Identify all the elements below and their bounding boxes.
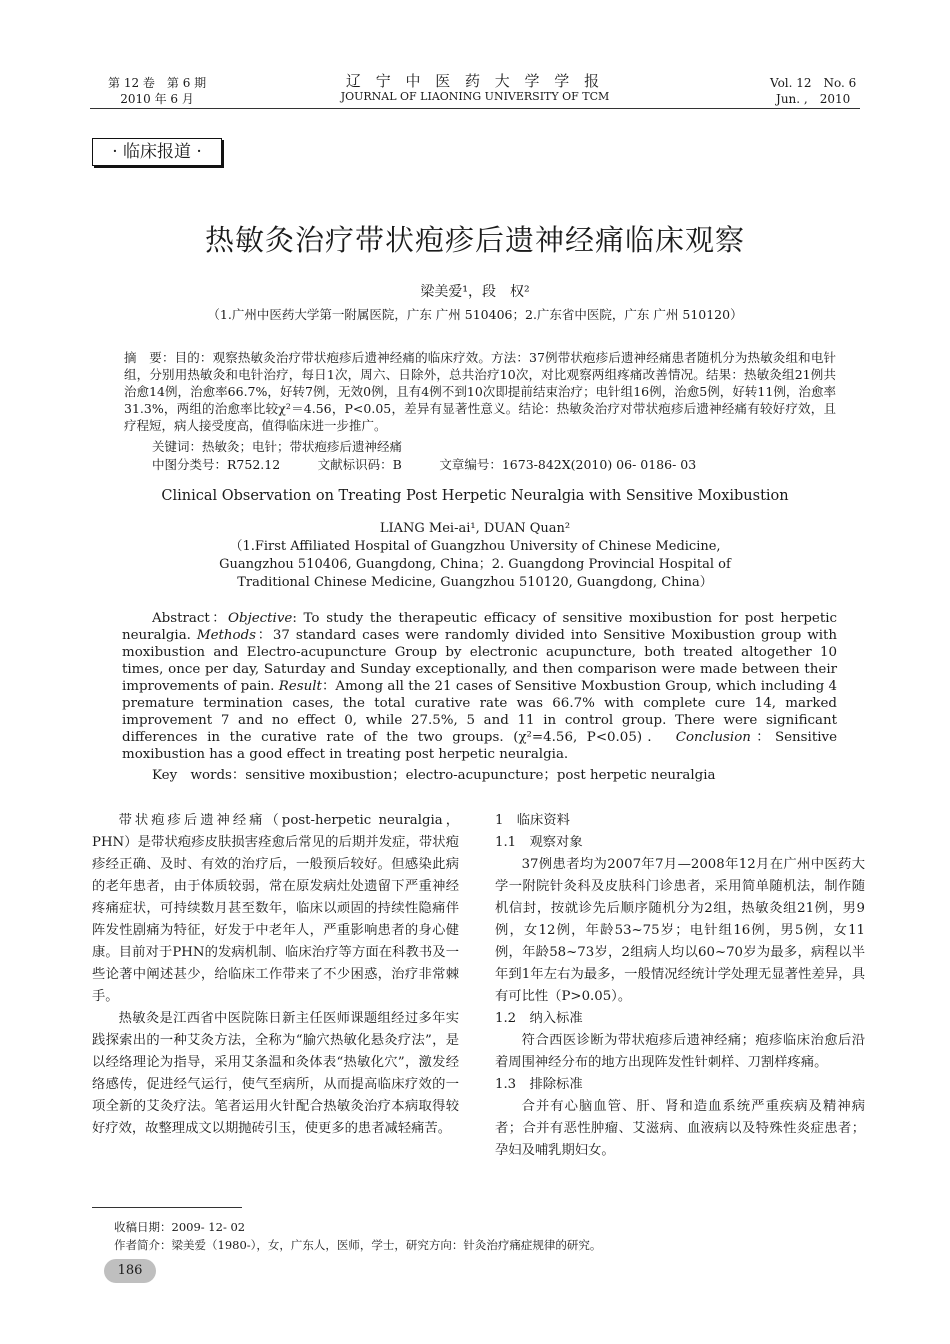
- abstract-en: [122, 610, 837, 763]
- paper-title-en: Clinical Observation on Treating Post Herpetic Neuralgia with Sensitive Moxibustion: [161, 488, 789, 504]
- received-date: 收稿日期：2009- 12- 02: [114, 1220, 246, 1234]
- objective-label: Objective: [228, 611, 293, 626]
- journal-name-en: JOURNAL OF LIAONING UNIVERSITY OF TCM: [340, 90, 610, 103]
- journal-name: [300, 72, 650, 104]
- methods-text: ：37 standard cases were randomly divided into Sensitive Moxibustion group with moxibustion and Electro-acupuncture Group by electronic acupuncture, both treated altogether 10 times, once per day, Saturday and Sunday exceptionally, and then comparison were made between their improvements of pain.: [122, 628, 837, 694]
- keywords-en: Key words：sensitive moxibustion；electro-acupuncture；post herpetic neuralgia: [152, 768, 716, 783]
- section-label: · 临床报道 ·: [92, 138, 222, 166]
- journal-name-cn: 辽 宁 中 医 药 大 学 学 报: [345, 72, 605, 90]
- affiliation: （1.广州中医药大学第一附属医院，广东 广州 510406；2.广东省中医院，广东 广州 510120）: [207, 307, 743, 322]
- methods-label: Methods: [196, 628, 257, 643]
- body-paragraph: 37例患者均为2007年7月—2008年12月在广州中医药大学一附院针灸科及皮肤科门诊患者，采用简单随机法，制作随机信封，按就诊先后顺序随机分为2组，热敏灸组21例，男9例，女12例，年龄53~75岁；电针组16例，男5例，女11例，年龄58~73岁，2组病人均以60~70岁为最多，病程以半年到1年左右为最多，一般情况经统计学处理无显著性差异，具有可比性（P>0.05）。: [495, 857, 865, 1004]
- issue-date: 2010 年 6 月: [120, 92, 194, 106]
- author-bio: 作者简介：梁美爱（1980-），女，广东人，医师，学士，研究方向：针灸治疗痛症规律的研究。: [114, 1238, 602, 1252]
- authors-en: LIANG Mei-ai¹, DUAN Quan²: [379, 521, 571, 536]
- page-number: 186: [104, 1259, 156, 1283]
- footnote-rule: [92, 1207, 242, 1208]
- intro-paragraph: 带状疱疹后遗神经痛（post-herpetic neuralgia，PHN）是带状疱疹皮肤损害痊愈后常见的后期并发症，带状疱疹经正确、及时、有效的治疗后，一般预后较好。但感染此病的老年患者，由于体质较弱，常在原发病灶处遗留下严重神经疼痛症状，可持续数月甚至数年，临床以顽固的持续性隐痛伴阵发性剧痛为特征，好发于中老年人，严重影响患者的身心健康。目前对于PHN的发病机制、临床治疗等方面在科教书及一些论著中阐述甚少，给临床工作带来了不少困惑，治疗非常棘手。: [92, 813, 459, 1004]
- objective-text: : To study the therapeutic efficacy of sensitive moxibustion for post herpetic neuralgia.: [122, 611, 837, 643]
- keywords-cn: 关键词：热敏灸；电针；带状疱疹后遗神经痛: [152, 439, 403, 454]
- section-heading: 1 临床资料: [495, 813, 570, 828]
- result-text: ：Among all the 21 cases of Sensitive Moxbustion Group, which including 4 premature termination cases, the total curative rate was 66.7% with complete cure 14, marked improvement 7 and no effect 0, while 27.5%, 5 and 11 in control group. There were significant differences in the curative rate of the two groups. (χ²=4.56, P<0.05)．: [122, 679, 837, 745]
- subsection-heading: 1.3 排除标准: [495, 1077, 583, 1092]
- header-rule: [90, 108, 860, 109]
- header-left: [108, 75, 206, 107]
- classification-info: 中图分类号：R752.12 文献标识码：B 文章编号：1673-842X(2010) 06- 0186- 03: [152, 457, 697, 472]
- intro-paragraph: 热敏灸是江西省中医院陈日新主任医师课题组经过多年实践探索出的一种艾灸方法，全称为“腧穴热敏化悬灸疗法”，是以经络理论为指导，采用艾条温和灸体表“热敏化穴”，激发经络感传，促进经气运行，使气至病所，从而提高临床疗效的一项全新的艾灸疗法。笔者运用火针配合热敏灸治疗本病取得较好疗效，故整理成文以期抛砖引玉，使更多的患者减轻痛苦。: [92, 1011, 459, 1136]
- volume-issue: 第 12 卷 第 6 期: [108, 76, 207, 90]
- body-paragraph: 符合西医诊断为带状疱疹后遗神经痛；疱疹临床治愈后沿着周围神经分布的地方出现阵发性针刺样、刀割样疼痛。: [495, 1033, 865, 1070]
- body-paragraph: 合并有心脑血管、肝、肾和造血系统严重疾病及精神病者；合并有恶性肿瘤、艾滋病、血液病以及特殊性炎症患者；孕妇及哺乳期妇女。: [495, 1099, 865, 1158]
- body-left-column: [92, 810, 459, 1140]
- body-right-column: [495, 810, 865, 1162]
- issue-date-en: Jun. , 2010: [776, 92, 851, 106]
- affiliation-en-line: Guangzhou 510406, Guangdong, China；2. Guangdong Provincial Hospital of: [219, 557, 731, 572]
- conclusion-text: ：Sensitive moxibustion has a good effect in treating post herpetic neuralgia.: [122, 730, 837, 762]
- affiliation-en-line: Traditional Chinese Medicine, Guangzhou 510120, Guangdong, China）: [237, 575, 713, 590]
- header-right: [770, 75, 856, 107]
- volume-issue-en: Vol. 12 No. 6: [770, 76, 857, 90]
- paper-title: 热敏灸治疗带状疱疹后遗神经痛临床观察: [204, 223, 745, 257]
- subsection-heading: 1.2 纳入标准: [495, 1011, 583, 1026]
- affiliation-en: [150, 538, 800, 592]
- abstract-cn: 摘 要：目的：观察热敏灸治疗带状疱疹后遗神经痛的临床疗效。方法：37例带状疱疹后遗神经痛患者随机分为热敏灸组和电针组，分别用热敏灸和电针治疗，每日1次，周六、日除外，总共治疗10次，对比观察两组疼痛改善情况。结果：热敏灸组21例共治愈14例，治愈率66.7%，好转7例，无效0例，且有4例不到10次即提前结束治疗；电针组16例，治愈5例，好转11例，治愈率31.3%，两组的治愈率比较χ²＝4.56，P<0.05，差异有显著性意义。结论：热敏灸治疗对带状疱疹后遗神经痛有较好疗效，且疗程短，病人接受度高，值得临床进一步推广。: [124, 350, 836, 433]
- result-label: Result: [278, 679, 322, 694]
- abstract-lead: Abstract：: [152, 611, 229, 626]
- authors: 梁美爱¹，段 权²: [420, 284, 530, 300]
- footnote: [114, 1218, 854, 1254]
- affiliation-en-line: （1.First Affiliated Hospital of Guangzhou University of Chinese Medicine,: [229, 539, 721, 554]
- conclusion-label: Conclusion: [675, 730, 751, 745]
- subsection-heading: 1.1 观察对象: [495, 835, 583, 850]
